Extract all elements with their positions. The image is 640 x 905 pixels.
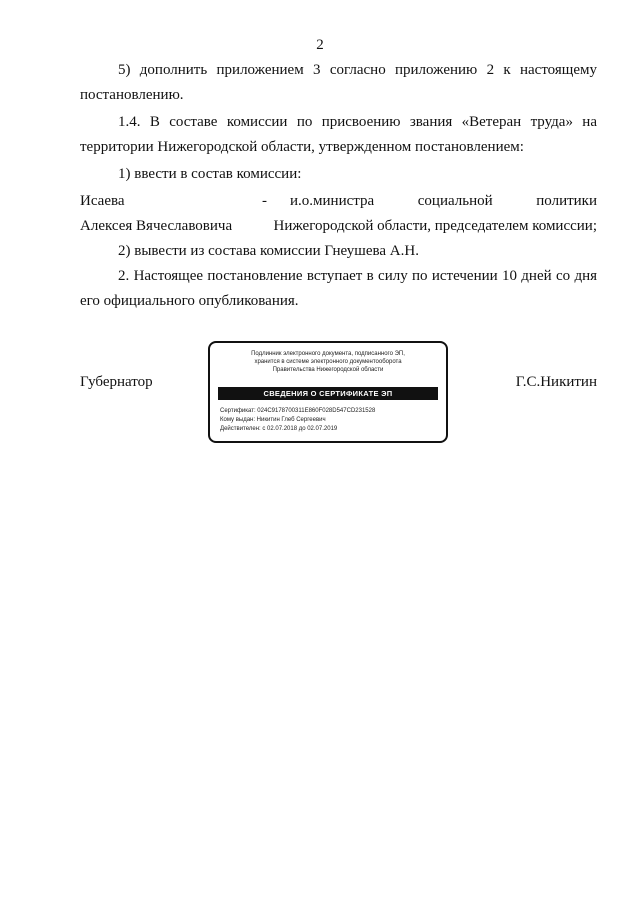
stamp-certificate-number: Сертификат: 024C9178700311E860F028D547CD231528: [220, 408, 376, 414]
member-role-line1: и.о.министра социальной политики: [290, 193, 597, 209]
member-given-names: Алексея Вячеславовича: [80, 218, 233, 234]
paragraph-effective-date: 2. Настоящее постановление вступает в силу по истечении 10 дней со дня его официального опубликования.: [80, 268, 597, 309]
signatory-name: Г.С.Никитин: [515, 374, 597, 390]
paragraph-remove-member: 2) вывести из состава комиссии Гнеушева А.Н.: [118, 243, 419, 259]
paragraph-commission: 1.4. В составе комиссии по присвоению звания «Ветеран труда» на территории Нижегородской области, утвержденном постановлением:: [80, 114, 597, 155]
signatory-position: Губернатор: [80, 374, 153, 390]
paragraph-appendix: 5) дополнить приложением 3 согласно приложению 2 к настоящему постановлению.: [80, 62, 597, 103]
stamp-validity: Действителен: с 02.07.2018 до 02.07.2019: [220, 426, 338, 432]
stamp-title: СВЕДЕНИЯ О СЕРТИФИКАТЕ ЭП: [218, 387, 438, 400]
member-dash: -: [262, 193, 267, 209]
page-number: 2: [316, 37, 324, 53]
member-role-line2: Нижегородской области, председателем комиссии;: [273, 218, 597, 234]
stamp-header-line: Подлинник электронного документа, подписанного ЭП,: [251, 351, 405, 357]
stamp-issued-to: Кому выдан: Никитин Глеб Сергеевич: [220, 417, 326, 423]
paragraph-add-member: 1) ввести в состав комиссии:: [118, 166, 302, 182]
stamp-header: [210, 350, 446, 374]
stamp-header-line: Правительства Нижегородской области: [272, 367, 384, 373]
stamp-header-line: хранится в системе электронного документооборота: [254, 359, 402, 365]
e-signature-stamp: [208, 341, 448, 443]
stamp-certificate-info: [220, 407, 375, 434]
member-surname: Исаева: [80, 193, 125, 209]
